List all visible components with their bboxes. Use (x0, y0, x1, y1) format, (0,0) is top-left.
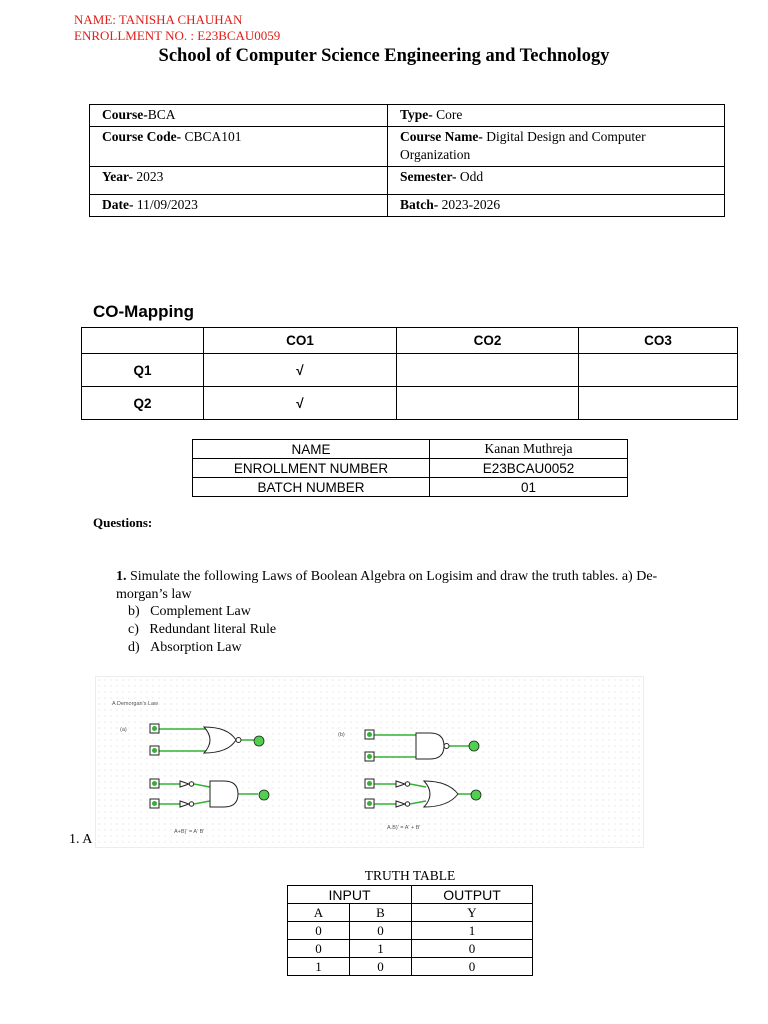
questions-label: Questions: (93, 515, 153, 530)
info-label: ENROLLMENT NUMBER (193, 459, 430, 478)
info-value: 01 (430, 478, 628, 497)
table-row: 0 0 1 (288, 922, 533, 940)
table-row: 0 1 0 (288, 940, 533, 958)
table-row: 1 0 0 (288, 958, 533, 976)
formula-a: A+B)' = A' B' (174, 829, 205, 835)
list-item: d) Absorption Law (128, 640, 242, 655)
figure-label-b: (b) (338, 732, 345, 738)
student-name: NAME: TANISHA CHAUHAN (74, 12, 243, 27)
student-info-table (192, 439, 628, 497)
figure-label-a: (a) (120, 727, 127, 733)
co-column-header: CO3 (579, 328, 738, 354)
co-column-header: CO1 (204, 328, 397, 354)
co-row-label: Q1 (82, 354, 204, 387)
co-row-label: Q2 (82, 387, 204, 420)
co-mapping-heading: CO-Mapping (93, 302, 195, 321)
info-value: Kanan Muthreja (430, 440, 628, 459)
course-name-cell: Course Name- Digital Design and Computer Organization (388, 127, 725, 167)
year-cell: Year- 2023 (90, 167, 388, 195)
column-a-header: A (288, 904, 350, 922)
circuit-diagram (96, 677, 643, 847)
course-code-cell: Course Code- CBCA101 (90, 127, 388, 167)
figure-title: A Demorgan's Law (112, 701, 158, 707)
batch-cell: Batch- 2023-2026 (388, 195, 725, 217)
info-value: E23BCAU0052 (430, 459, 628, 478)
question-1: 1. Simulate the following Laws of Boolean Algebra on Logisim and draw the truth tables. a) De-morgan’s law (116, 569, 658, 602)
semester-cell: Semester- Odd (388, 167, 725, 195)
list-item: c) Redundant literal Rule (128, 622, 277, 637)
info-label: BATCH NUMBER (193, 478, 430, 497)
truth-table-title: TRUTH TABLE (364, 868, 456, 883)
co-cell (579, 354, 738, 387)
info-label: NAME (193, 440, 430, 459)
co-cell (397, 354, 579, 387)
date-cell: Date- 11/09/2023 (90, 195, 388, 217)
check-mark: √ (204, 387, 397, 420)
logisim-circuit-figure (95, 676, 644, 848)
enrollment-number: ENROLLMENT NO. : E23BCAU0059 (74, 28, 281, 43)
co-cell (579, 387, 738, 420)
check-mark: √ (204, 354, 397, 387)
course-info-table (89, 104, 725, 217)
co-mapping-table (81, 327, 738, 420)
co-column-header: CO2 (397, 328, 579, 354)
co-corner-cell (82, 328, 204, 354)
truth-table (287, 885, 533, 976)
formula-b: A.B)' = A' + B' (387, 825, 421, 831)
input-header: INPUT (288, 886, 412, 904)
output-header: OUTPUT (412, 886, 533, 904)
column-y-header: Y (412, 904, 533, 922)
column-b-header: B (350, 904, 412, 922)
side-label: 1. A (69, 832, 93, 847)
page-title: School of Computer Science Engineering and Technology (158, 46, 610, 66)
course-cell: Course-BCA (90, 105, 388, 127)
co-cell (397, 387, 579, 420)
type-cell: Type- Core (388, 105, 725, 127)
list-item: b) Complement Law (128, 604, 251, 619)
